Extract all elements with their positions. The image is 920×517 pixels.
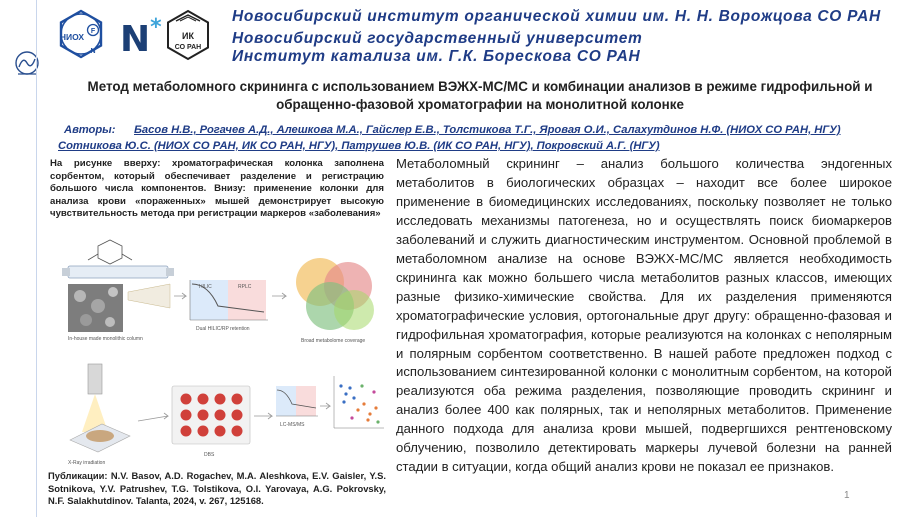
ngu-logo [120,12,162,60]
ik-logo-text-bottom: СО РАН [174,44,202,51]
ik-logo-icon [162,9,214,61]
ik-logo-text-top: ИК [182,31,194,41]
main-text: Метаболомный скрининг – анализ большого количества эндогенных метаболитов в биологических образцах – находит все более широкое применение в биомедицинских исследованиях, поскольку позволяет не только исследовать механизмы патогенеза, но и осуществлять поиск биомаркеров заболеваний и служить диагностическим инструментом. Основной проблемой в метаболомном анализе на основе ВЭЖХ-МС/МС является необходимость скрининга как можно большего числа метаболитов разных классов, имеющих разные физико-химические свойства. Для их разделения применяются хроматографические условия, ортогональные друг другу: обращенно-фазовая и гидрофильная хроматография, которые реализуются на колонках с неполярным и полярным сорбентом соответственно. В нашей работе предложен подход с использованием синтезированной колонки с монолитным сорбентом, на которой реализуются оба режима разделения, позволяющие проводить скрининг и анализ более 400 как полярных, так и неполярных метаболитов. Применение данного подхода для анализа крови мышей, подвергшихся рентгеновскому облучению, позволило детектировать маркеры лучевой болезни на ранней стадии в ситуации, когда общий анализ крови не показал ее признаков. [396,156,892,475]
label-broad-coverage: Broad metabolome coverage [301,338,366,344]
institution-ik: Институт катализа им. Г.К. Борескова СО РАН [232,48,641,65]
venn-diagram [296,258,374,344]
label-dual-retention: Dual HILIC/RP retention [196,326,250,332]
svg-text:N: N [90,48,96,55]
nioh-logo-text: НИОХ [59,32,85,42]
label-rplc: RPLC [238,284,252,290]
nioh-logo-icon [55,8,107,60]
pca-scatter [334,376,384,428]
publications: Публикации: N.V. Basov, A.D. Rogachev, M.A. Aleshkova, E.V. Gaisler, Y.S. Sotnikova, Y.V. Patrushev, T.G. Tolstikova, O.I. Yarovaya, A.G. Pokrovsky, N.F. Salakhutdinov. Talanta, 2024, v. 267, 125168. [48,470,386,506]
dbs-card [172,386,250,458]
ngu-logo-star: * [150,15,162,40]
authors-line-2: Сотникова Ю.С. (НИОХ СО РАН, ИК СО РАН, НГУ), Патрушев Ю.В. (ИК СО РАН, НГУ), Покровский А.Г. (НГУ) [58,140,660,152]
lcms-chart [276,386,318,428]
column-illustration [62,240,174,342]
side-divider [36,0,37,517]
poster-title: Метод метаболомного скрининга с использованием ВЭЖХ-МС/МС и комбинации анализов в режиме гидрофильной и обращенно-фазовой хроматографии на монолитной колонке [87,79,873,112]
page-number: 1 [844,490,850,501]
label-monolithic-column: In-house made monolithic column [68,336,143,342]
label-hilic: HILIC [199,284,212,290]
authors-label: Авторы: [64,124,116,136]
label-lcms: LC-MS/MS [280,422,305,428]
svg-text:F: F [90,28,96,35]
label-xray: X-Ray irradiation [68,460,106,466]
ngu-logo-letter: N [120,19,151,60]
institution-nioh: Новосибирский институт органической химии им. Н. Н. Ворожцова СО РАН [232,8,881,25]
xray-illustration [68,364,130,466]
authors-line-1: Басов Н.В., Рогачев А.Д., Алешкова М.А., Гайслер Е.В., Толстикова Т.Г., Яровая О.И., Салахутдинов Н.Ф. (НИОХ СО РАН, НГУ) [134,124,841,136]
figure-caption: На рисунке вверху: хроматографическая колонка заполнена сорбентом, который обеспечивает разделение и регистрацию большого числа компонентов. Внизу: применение колонки для анализа крови «пораженных» мышей демонстрирует высокую чувствительность метода при регистрации маркеров «заболевания» [50,158,384,219]
method-figure [58,236,388,466]
label-dbs: DBS [204,452,215,458]
institution-ngu: Новосибирский государственный университет [232,30,643,47]
retention-chart [190,280,268,332]
